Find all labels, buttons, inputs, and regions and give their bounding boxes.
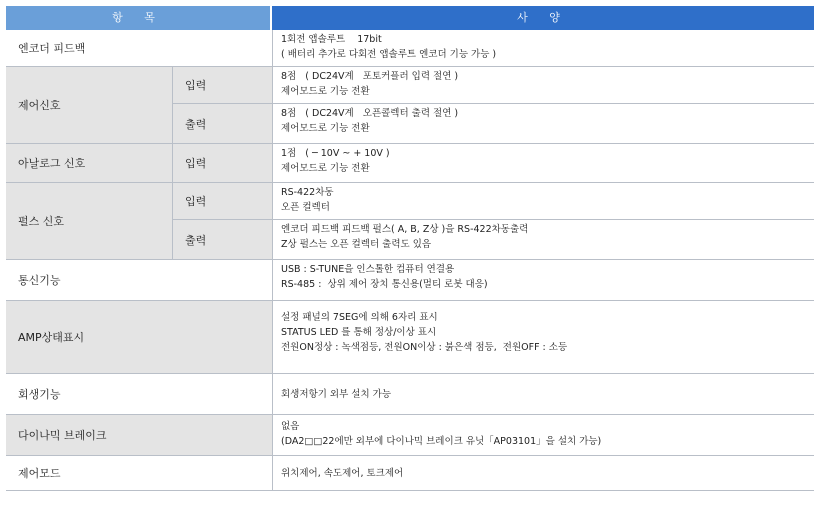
row-brake: 다이나믹 브레이크 없음 (DA2□□22에만 외부에 다이나믹 브레이크 유닛「AP03101」을 설치 가능) — [6, 415, 814, 456]
subrow-input: 입력 8점 ( DC24V계 포토커플러 입력 절연 ) 제어모드로 기능 전환 — [172, 67, 814, 104]
header-spec: 사 양 — [272, 6, 814, 30]
row-regen: 회생기능 회생저항기 외부 설치 가능 — [6, 374, 814, 415]
subrow-output: 출력 8점 ( DC24V계 오픈콜렉터 출력 절연 ) 제어모드로 기능 전환 — [172, 104, 814, 143]
row-encoder — [6, 30, 814, 67]
row-label: 엔코더 피드백 — [18, 42, 86, 55]
row-comm: 통신기능 USB : S-TUNE을 인스톨한 컴퓨터 연결용 RS-485 : 상위 제어 장치 통신용(멀티 로봇 대응) — [6, 260, 814, 301]
row-pulse: 펄스 신호 입력 RS-422차동 오픈 컬렉터 출력 엔코더 피드백 피드백 펄스( A, B, Z상 )을 RS-422차동출력 Z상 펄스는 오픈 컬렉터 출력도 있음 — [6, 183, 814, 260]
row-amp: AMP상태표시 설정 패널의 7SEG에 의해 6자리 표시 STATUS LED 를 통해 정상/이상 표시 전원ON정상 : 녹색점등, 전원ON이상 : 붉은색 점등, 전원OFF : 소등 — [6, 301, 814, 374]
row-mode: 제어모드 위치제어, 속도제어, 토크제어 — [6, 456, 814, 491]
row-spec: 1회전 앱솔루트 17bit ( 배터리 추가로 다회전 앱솔루트 엔코더 기능 가능 ) — [272, 30, 814, 66]
row-analog: 아날로그 신호 입력 1점 ( ─ 10V ~ + 10V ) 제어모드로 기능 전환 — [6, 144, 814, 183]
row-control — [6, 67, 814, 144]
header-item: 항 목 — [6, 6, 270, 30]
row-label: 제어신호 — [18, 99, 61, 112]
spec-table — [6, 6, 814, 491]
table-header — [6, 6, 814, 30]
